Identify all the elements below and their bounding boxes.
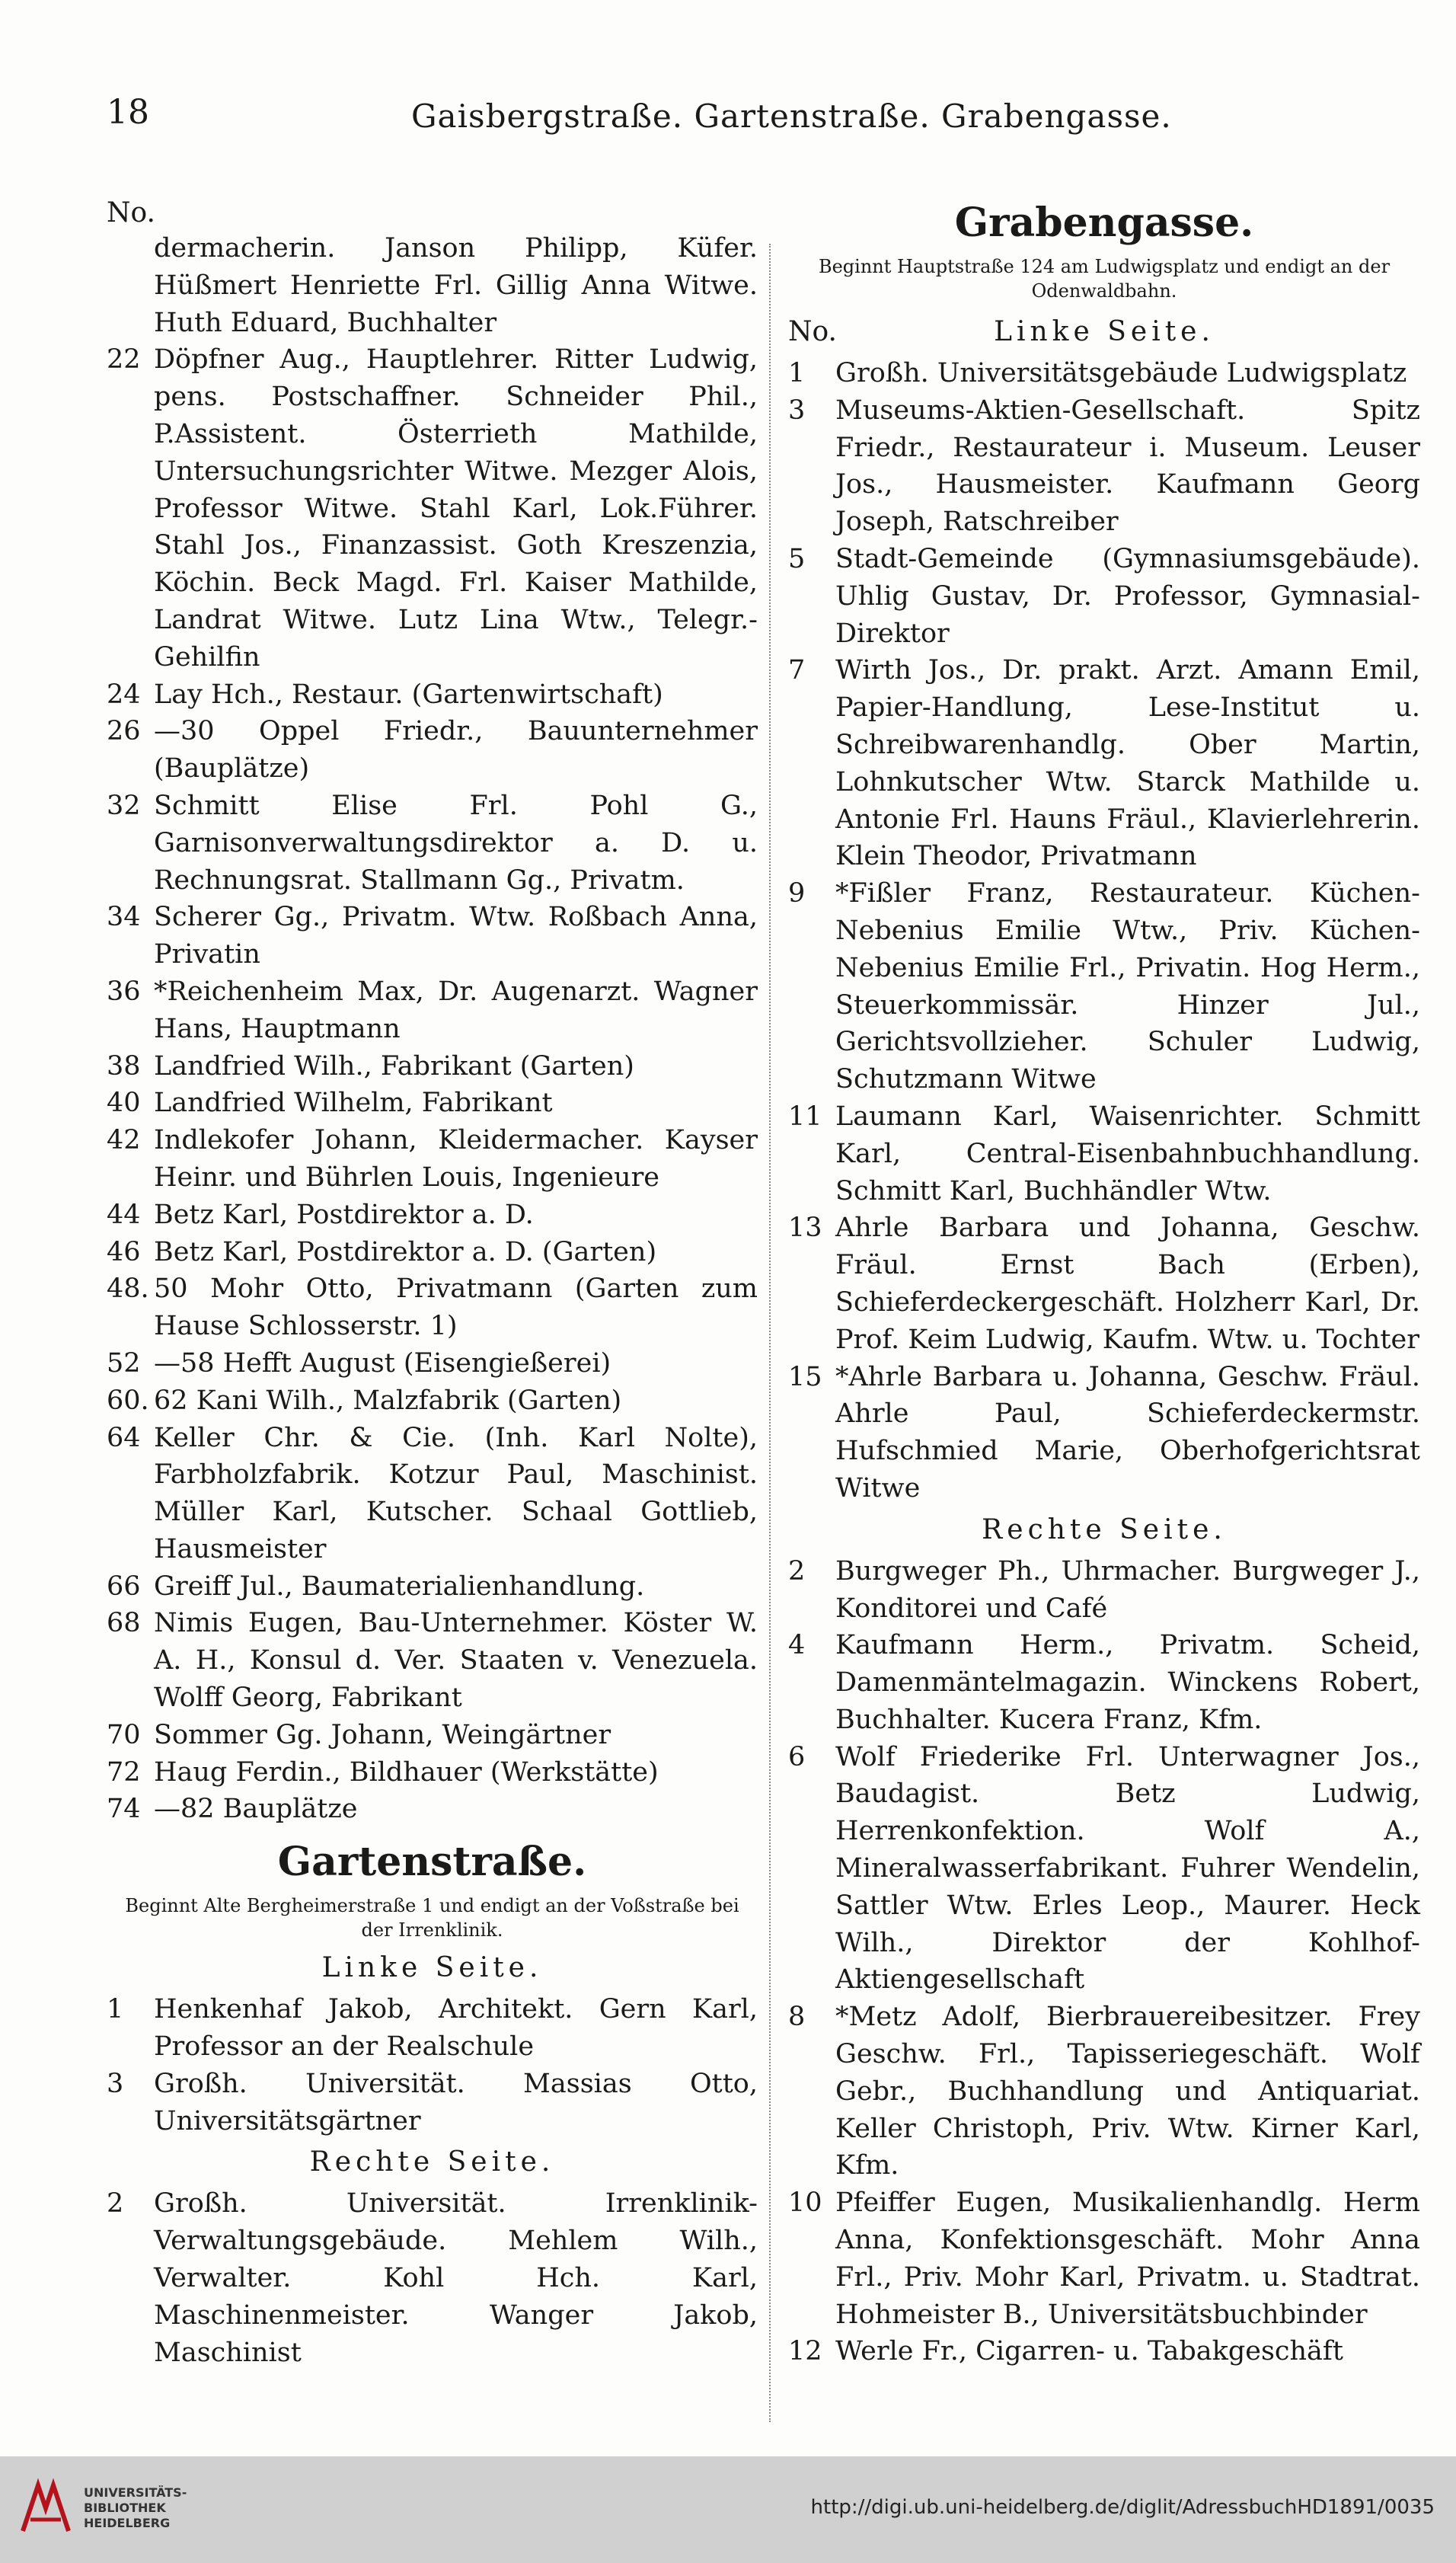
entry-row bbox=[788, 541, 1420, 652]
side-heading-right: Rechte Seite. bbox=[309, 2146, 555, 2178]
entry-text: Greiff Jul., Baumaterialienhandlung. bbox=[154, 1571, 645, 1602]
entry-text: Landfried Wilh., Fabrikant (Garten) bbox=[154, 1050, 634, 1082]
footer-bar bbox=[0, 2456, 1456, 2563]
house-number: 15 bbox=[788, 1361, 822, 1392]
grabengasse-right-entries bbox=[788, 1553, 1420, 2371]
side-heading-right: Rechte Seite. bbox=[982, 1513, 1227, 1545]
house-number: 3 bbox=[107, 2068, 124, 2099]
entry-text: Haug Ferdin., Bildhauer (Werkstätte) bbox=[154, 1756, 659, 1788]
entry-row bbox=[107, 973, 758, 1048]
entry-text: Museums-Aktien-Gesellschaft. Spitz Friedr., Restaurateur i. Museum. Leuser Jos., Hausmeister. Kaufmann Georg Joseph, Ratschreiber bbox=[835, 395, 1420, 538]
grabengasse-left-entries bbox=[788, 355, 1420, 1507]
entry-text: *Ahrle Barbara u. Johanna, Geschw. Fräul. Ahrle Paul, Schieferdeckermstr. Hufschmied Marie, Oberhofgerichtsrat Witwe bbox=[835, 1361, 1420, 1504]
side-heading-left: Linke Seite. bbox=[994, 316, 1215, 347]
entry-row bbox=[788, 2333, 1420, 2370]
gartenstrasse-right-entries bbox=[107, 2185, 758, 2371]
house-number: 64 bbox=[107, 1422, 141, 1453]
entry-text: Betz Karl, Postdirektor a. D. (Garten) bbox=[154, 1236, 657, 1267]
house-number: 24 bbox=[107, 679, 141, 710]
entry-row bbox=[788, 2184, 1420, 2333]
entry-text: Schmitt Elise Frl. Pohl G., Garnisonverwaltungsdirektor a. D. u. Rechnungsrat. Stallmann Gg., Privatm. bbox=[154, 790, 758, 896]
entry-row bbox=[107, 1717, 758, 1754]
entry-row bbox=[107, 788, 758, 899]
entry-row bbox=[107, 1605, 758, 1716]
house-number: 26 bbox=[107, 716, 141, 747]
entry-text: —30 Oppel Friedr., Bauunternehmer (Bauplätze) bbox=[154, 716, 758, 785]
entry-text: 62 Kani Wilh., Malzfabrik (Garten) bbox=[154, 1385, 622, 1416]
entry-text: Ahrle Barbara und Johanna, Geschw. Fräul. Ernst Bach (Erben), Schieferdeckergeschäft. Holzherr Karl, Dr. Prof. Keim Ludwig, Kaufm. Wtw. u. Tochter bbox=[835, 1213, 1420, 1355]
entry-text: Lay Hch., Restaur. (Gartenwirtschaft) bbox=[154, 679, 663, 710]
side-heading-left: Linke Seite. bbox=[321, 1952, 543, 1984]
entry-row bbox=[788, 1627, 1420, 1738]
entry-row bbox=[788, 1739, 1420, 1999]
entry-text: —82 Bauplätze bbox=[154, 1794, 358, 1825]
house-number: 5 bbox=[788, 543, 806, 574]
continuation-text: dermacherin. Janson Philipp, Küfer. Hüßmert Henriette Frl. Gillig Anna Witwe. Huth Eduard, Buchhalter bbox=[154, 233, 758, 338]
house-number: 32 bbox=[107, 790, 141, 821]
no-side-header bbox=[788, 309, 1420, 355]
house-number: 6 bbox=[788, 1741, 806, 1772]
entry-text: Großh. Universität. Irrenklinik-Verwaltungsgebäude. Mehlem Wilh., Verwalter. Kohl Hch. Karl, Maschinenmeister. Wanger Jakob, Maschinist bbox=[154, 2188, 758, 2368]
house-number: 2 bbox=[788, 1555, 806, 1587]
house-number: 4 bbox=[788, 1630, 806, 1661]
house-number: 40 bbox=[107, 1088, 141, 1119]
library-logo-text: UNIVERSITÄTS- BIBLIOTHEK HEIDELBERG bbox=[84, 2485, 187, 2530]
house-number: 11 bbox=[788, 1101, 822, 1132]
column-divider bbox=[769, 244, 772, 2422]
entry-row bbox=[107, 1420, 758, 1568]
house-number: 44 bbox=[107, 1199, 141, 1230]
section-title-gartenstrasse: Gartenstraße. bbox=[277, 1839, 587, 1886]
entry-text: Stadt-Gemeinde (Gymnasiumsgebäude). Uhlig Gustav, Dr. Professor, Gymnasial-Direktor bbox=[835, 543, 1420, 649]
entry-row bbox=[788, 1359, 1420, 1507]
entry-row bbox=[788, 392, 1420, 541]
house-number: 1 bbox=[788, 358, 806, 388]
entry-text: Landfried Wilhelm, Fabrikant bbox=[154, 1088, 553, 1119]
left-column bbox=[107, 197, 758, 2371]
entry-row bbox=[107, 1754, 758, 1791]
page-number: 18 bbox=[107, 93, 149, 132]
entry-row bbox=[107, 1568, 758, 1606]
house-number: 3 bbox=[788, 395, 806, 426]
entry-row bbox=[107, 713, 758, 788]
entry-row bbox=[107, 1270, 758, 1345]
house-number: 10 bbox=[788, 2187, 822, 2219]
entry-text: Nimis Eugen, Bau-Unternehmer. Köster W. A. H., Konsul d. Ver. Staaten v. Venezuela. Wolff Georg, Fabrikant bbox=[154, 1608, 758, 1714]
entry-text: Scherer Gg., Privatm. Wtw. Roßbach Anna, Privatin bbox=[154, 902, 758, 970]
section-title-grabengasse: Grabengasse. bbox=[954, 200, 1254, 246]
entry-text: Döpfner Aug., Hauptlehrer. Ritter Ludwig, pens. Postschaffner. Schneider Phil., P.Assistent. Österrieth Mathilde, Untersuchungsrichter Witwe. Mezger Alois, Professor Witwe. Stahl Karl, Lok.Führer. Stahl Jos., Finanzassist. Goth Kreszenzia, Köchin. Beck Magd. Frl. Kaiser Mathilde, Landrat Witwe. Lutz Lina Wtw., Telegr.-Gehilfin bbox=[154, 344, 758, 673]
house-number: 7 bbox=[788, 655, 806, 686]
entry-row bbox=[107, 1382, 758, 1420]
house-number: 1 bbox=[107, 1994, 124, 2025]
house-number: 13 bbox=[788, 1213, 822, 1244]
entry-text: Indlekofer Johann, Kleidermacher. Kayser Heinr. und Bührlen Louis, Ingenieure bbox=[154, 1125, 758, 1193]
entry-text: Großh. Universität. Massias Otto, Universitätsgärtner bbox=[154, 2068, 758, 2136]
entry-row bbox=[107, 1197, 758, 1234]
house-number: 52 bbox=[107, 1347, 141, 1379]
entry-text: Keller Chr. & Cie. (Inh. Karl Nolte), Farbholzfabrik. Kotzur Paul, Maschinist. Müller Karl, Kutscher. Schaal Gottlieb, Hausmeister bbox=[154, 1422, 758, 1564]
entry-row bbox=[788, 652, 1420, 875]
running-head: Gaisbergstraße. Gartenstraße. Grabengasse. bbox=[411, 97, 1172, 135]
entry-row bbox=[107, 1122, 758, 1197]
house-number: 70 bbox=[107, 1719, 141, 1750]
entry-row bbox=[107, 1048, 758, 1085]
entry-text: Werle Fr., Cigarren- u. Tabakgeschäft bbox=[835, 2336, 1343, 2367]
entry-text: —58 Hefft August (Eisengießerei) bbox=[154, 1347, 611, 1379]
entry-row bbox=[788, 355, 1420, 392]
entry-row bbox=[788, 1553, 1420, 1628]
entry-text: *Reichenheim Max, Dr. Augenarzt. Wagner Hans, Hauptmann bbox=[154, 976, 758, 1044]
entry-text: 50 Mohr Otto, Privatmann (Garten zum Hause Schlosserstr. 1) bbox=[154, 1274, 758, 1342]
entry-text: Pfeiffer Eugen, Musikalienhandlg. Herm Anna, Konfektionsgeschäft. Mohr Anna Frl., Priv. Mohr Karl, Privatm. u. Stadtrat. Hohmeister B., Universitätsbuchbinder bbox=[835, 2187, 1420, 2330]
entry-text: Kaufmann Herm., Privatm. Scheid, Damenmäntelmagazin. Winckens Robert, Buchhalter. Kucera Franz, Kfm. bbox=[835, 1630, 1420, 1735]
house-number: 74 bbox=[107, 1794, 141, 1825]
entry-text: Laumann Karl, Waisenrichter. Schmitt Karl, Central-Eisenbahnbuchhandlung. Schmitt Karl, Buchhändler Wtw. bbox=[835, 1101, 1420, 1206]
house-number: 9 bbox=[788, 878, 806, 909]
house-number: 48. bbox=[107, 1274, 149, 1305]
house-number: 12 bbox=[788, 2336, 822, 2367]
house-number: 42 bbox=[107, 1125, 141, 1156]
entry-row bbox=[788, 1098, 1420, 1210]
entry-row bbox=[107, 1085, 758, 1122]
gaisbergstrasse-entries bbox=[107, 341, 758, 1828]
house-number: 36 bbox=[107, 976, 141, 1007]
house-number: 38 bbox=[107, 1050, 141, 1082]
entry-row bbox=[107, 2066, 758, 2140]
entry-text: *Metz Adolf, Bierbrauereibesitzer. Frey Geschw. Frl., Tapisseriegeschäft. Wolf Gebr., Buchhandlung und Antiquariat. Keller Christoph, Priv. Wtw. Kirner Karl, Kfm. bbox=[835, 2002, 1420, 2181]
entry-row bbox=[107, 1345, 758, 1382]
library-logo-icon bbox=[15, 2478, 76, 2539]
house-number: 46 bbox=[107, 1236, 141, 1267]
section-desc-grabengasse: Beginnt Hauptstraße 124 am Ludwigsplatz und endigt an der Odenwaldbahn. bbox=[818, 256, 1391, 302]
entry-row bbox=[107, 2185, 758, 2371]
house-number: 68 bbox=[107, 1608, 141, 1639]
entry-text: Henkenhaf Jakob, Architekt. Gern Karl, Professor an der Realschule bbox=[154, 1994, 758, 2063]
gartenstrasse-left-entries bbox=[107, 1991, 758, 2140]
no-label: No. bbox=[788, 316, 837, 347]
house-number: 34 bbox=[107, 902, 141, 933]
entry-text: Burgweger Ph., Uhrmacher. Burgweger J., Konditorei und Café bbox=[835, 1555, 1420, 1624]
no-label: No. bbox=[107, 197, 155, 228]
entry-text: Wirth Jos., Dr. prakt. Arzt. Amann Emil, Papier-Handlung, Lese-Institut u. Schreibwarenhandlg. Ober Martin, Lohnkutscher Wtw. Starck Mathilde u. Antonie Frl. Hauns Fräul., Klavierlehrerin. Klein Theodor, Privatmann bbox=[835, 655, 1420, 872]
house-number: 72 bbox=[107, 1756, 141, 1788]
entry-row bbox=[107, 1234, 758, 1271]
entry-row bbox=[107, 899, 758, 973]
house-number: 66 bbox=[107, 1571, 141, 1602]
entry-text: *Fißler Franz, Restaurateur. Küchen-Nebenius Emilie Wtw., Priv. Küchen-Nebenius Emilie Frl., Privatin. Hog Herm., Steuerkommissär. Hinzer Jul., Gerichtsvollzieher. Schuler Ludwig, Schutzmann Witwe bbox=[835, 878, 1420, 1095]
entry-text: Betz Karl, Postdirektor a. D. bbox=[154, 1199, 534, 1230]
entry-row bbox=[107, 1991, 758, 2066]
entry-text: Großh. Universitätsgebäude Ludwigsplatz bbox=[835, 358, 1407, 388]
house-number: 22 bbox=[107, 344, 141, 376]
entry-row bbox=[788, 1210, 1420, 1358]
right-column bbox=[788, 197, 1420, 2370]
house-number: 8 bbox=[788, 2002, 806, 2033]
entry-row bbox=[107, 1791, 758, 1828]
entry-row bbox=[788, 1999, 1420, 2184]
house-number: 2 bbox=[107, 2188, 124, 2219]
source-url-link[interactable]: http://digi.ub.uni-heidelberg.de/diglit/AdressbuchHD1891/0035 bbox=[810, 2496, 1435, 2519]
entry-text: Sommer Gg. Johann, Weingärtner bbox=[154, 1719, 611, 1750]
house-number: 60. bbox=[107, 1385, 149, 1416]
entry-row bbox=[107, 676, 758, 714]
section-desc-gartenstrasse: Beginnt Alte Bergheimerstraße 1 und endigt an der Voßstraße bei der Irrenklinik. bbox=[125, 1895, 739, 1941]
entry-text: Wolf Friederike Frl. Unterwagner Jos., Baudagist. Betz Ludwig, Herrenkonfektion. Wolf A., Mineralwasserfabrikant. Fuhrer Wendelin, Sattler Wtw. Erles Leop., Maurer. Heck Wilh., Direktor der Kohlhof-Aktiengesellschaft bbox=[835, 1741, 1420, 1996]
entry-row bbox=[788, 875, 1420, 1098]
entry-row bbox=[107, 341, 758, 676]
